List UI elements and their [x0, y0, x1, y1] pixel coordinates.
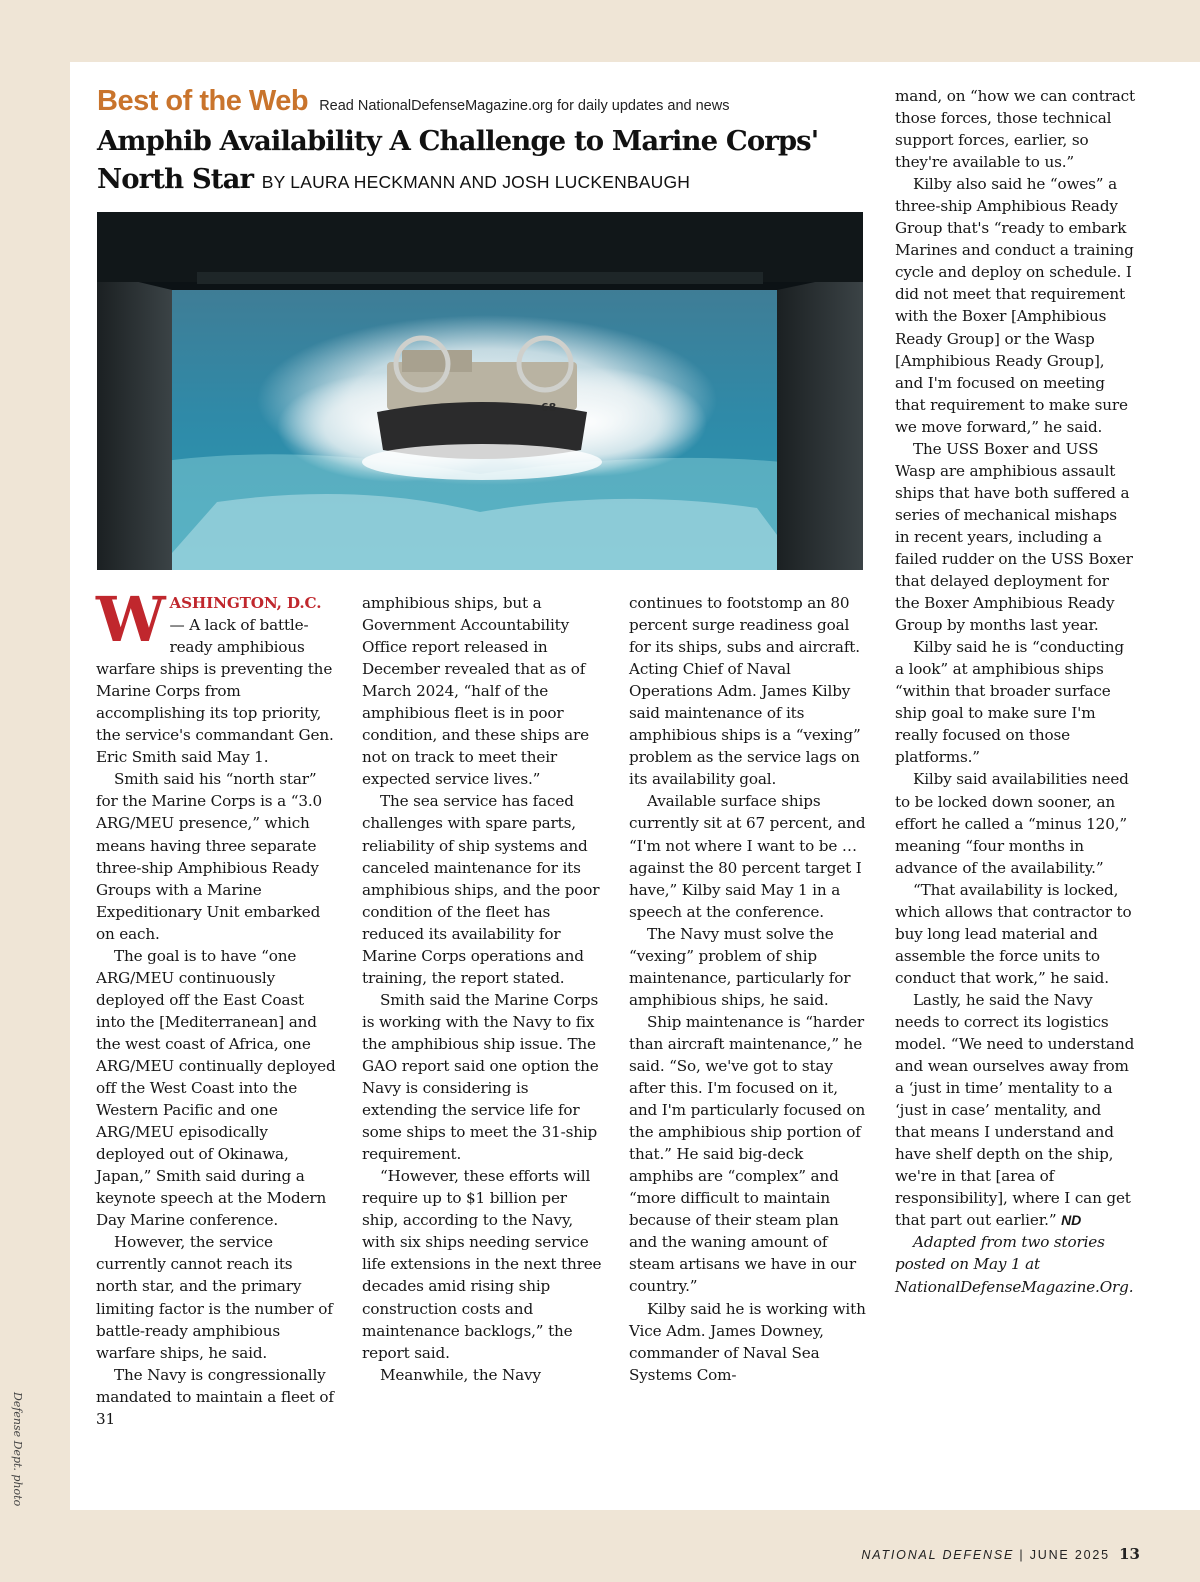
end-mark: ND	[1061, 1212, 1082, 1229]
photo-credit: Defense Dept. photo	[11, 1392, 24, 1507]
final-paragraph-text: Lastly, he said the Navy needs to correct its logistics model. “We need to understand and wean ourselves away from a ‘just in time’ mentality to a ‘just in case’ mentality, and that means I understand and have shelf depth on the ship, we're in that [area of responsibility], where I can get that part out earlier.”	[895, 990, 1135, 1230]
paragraph: The sea service has faced challenges with spare parts, reliability of ship systems and canceled maintenance for its amphibious ships, and the poor condition of the fleet has reduced its availability for Marine Corps operations and training, the report stated.	[362, 792, 600, 987]
lead-paragraph	[96, 583, 336, 768]
hovercraft-photo	[97, 212, 863, 570]
paragraph: amphibious ships, but a Government Accountability Office report released in December revealed that as of March 2024, “half of the amphibious fleet is in poor condition, and these ships are not on track to meet their expected service lives.”	[362, 594, 589, 789]
paragraph: “That availability is locked, which allows that contractor to buy long lead material and assemble the force units to conduct that work,” he said.	[895, 880, 1132, 987]
page-footer	[861, 1545, 1140, 1563]
section-tag: Best of the Web	[97, 85, 309, 117]
page-number: 13	[1119, 1545, 1140, 1563]
paragraph: The goal is to have “one ARG/MEU continuously deployed off the East Coast into the [Mediterranean] and the west coast of Africa, one ARG/MEU continually deployed off the West Coast into the Western Pacific and one ARG/MEU episodically deployed out of Okinawa, Japan,” Smith said during a keynote speech at the Modern Day Marine conference.	[96, 946, 336, 1230]
byline: BY LAURA HECKMANN AND JOSH LUCKENBAUGH	[261, 172, 691, 192]
paragraph: Kilby also said he “owes” a three-ship Amphibious Ready Group that's “ready to embark Marines and conduct a training cycle and deploy on schedule. I did not meet that requirement with the Boxer [Amphibious Ready Group] or the Wasp [Amphibious Ready Group], and I'm focused on meeting that requirement to make sure we move forward,” he said.	[895, 175, 1134, 436]
paragraph: Kilby said availabilities need to be locked down sooner, an effort he called a “minus 120,” meaning “four months in advance of the availability.”	[895, 770, 1129, 877]
paragraph: Kilby said he is working with Vice Adm. James Downey, commander of Naval Sea Systems Com-	[629, 1299, 866, 1384]
article-column-3	[629, 592, 869, 1386]
paragraph: The Navy must solve the “vexing” problem of ship maintenance, particularly for amphibious ships, he said.	[629, 924, 851, 1009]
paragraph: Ship maintenance is “harder than aircraft maintenance,” he said. “So, we've got to stay after this. I'm focused on it, and I'm particularly focused on the amphibious ship portion of that.” He said big-deck amphibs are “complex” and “more difficult to maintain because of their steam plan and the waning amount of steam artisans we have in our country.”	[629, 1012, 866, 1296]
paragraph: continues to footstomp an 80 percent surge readiness goal for its ships, subs and aircraft. Acting Chief of Naval Operations Adm. James Kilby said maintenance of its amphibious ships is a “vexing” problem as the service lags on its availability goal.	[629, 594, 861, 789]
paragraph: Kilby said he is “conducting a look” at amphibious ships “within that broader surface ship goal to make sure I'm really focused on those platforms.”	[895, 638, 1124, 767]
paragraph: mand, on “how we can contract those forces, those technical support forces, earlier, so they're available to us.”	[895, 87, 1135, 172]
hull-number: 68	[541, 401, 557, 414]
lead-text: — A lack of battle-ready amphibious warfare ships is preventing the Marine Corps from accomplishing its top priority, the service's commandant Gen. Eric Smith said May 1.	[96, 616, 334, 767]
adapted-note: Adapted from two stories posted on May 1 at NationalDefenseMagazine.Org.	[895, 1233, 1134, 1296]
paragraph: Smith said his “north star” for the Marine Corps is a “3.0 ARG/MEU presence,” which means having three separate three-ship Amphibious Ready Groups with a Marine Expeditionary Unit embarked on each.	[96, 770, 323, 943]
drop-cap: W	[96, 583, 166, 656]
article-title	[97, 122, 887, 201]
section-subtitle: Read NationalDefenseMagazine.org for daily updates and news	[319, 98, 730, 114]
article-column-2	[362, 592, 602, 1386]
paragraph: Available surface ships currently sit at 67 percent, and “I'm not where I want to be … against the 80 percent target I have,” Kilby said May 1 in a speech at the conference.	[629, 792, 866, 921]
final-paragraph	[895, 989, 1135, 1232]
dateline: ASHINGTON, D.C.	[169, 594, 322, 612]
headline-text: Amphib Availability A Challenge to Marine Corps' North Star	[97, 125, 819, 195]
paragraph: The USS Boxer and USS Wasp are amphibious assault ships that have both suffered a series of mechanical mishaps in recent years, including a failed rudder on the USS Boxer that delayed deployment for the Boxer Amphibious Ready Group by months last year.	[895, 439, 1133, 635]
article-column-1	[96, 583, 336, 1430]
paragraph: However, the service currently cannot reach its north star, and the primary limiting factor is the number of battle-ready amphibious warfare ships, he said.	[96, 1233, 333, 1362]
paragraph: Meanwhile, the Navy	[380, 1365, 541, 1384]
paragraph: “However, these efforts will require up to $1 billion per ship, according to the Navy, with six ships needing service life extensions in the next three decades amid rising ship construction costs and maintenance backlogs,” the report said.	[362, 1167, 602, 1362]
publication-name: NATIONAL DEFENSE	[861, 1548, 1015, 1562]
paragraph: Smith said the Marine Corps is working with the Navy to fix the amphibious ship issue. The GAO report said one option the Navy is considering is extending the service life for some ships to meet the 31-ship requirement.	[362, 990, 599, 1164]
article-column-4	[895, 85, 1135, 1298]
paragraph: The Navy is congressionally mandated to maintain a fleet of 31	[96, 1365, 334, 1428]
footer-separator: |	[1019, 1548, 1025, 1562]
issue-date: JUNE 2025	[1029, 1548, 1110, 1562]
section-header	[97, 85, 729, 118]
